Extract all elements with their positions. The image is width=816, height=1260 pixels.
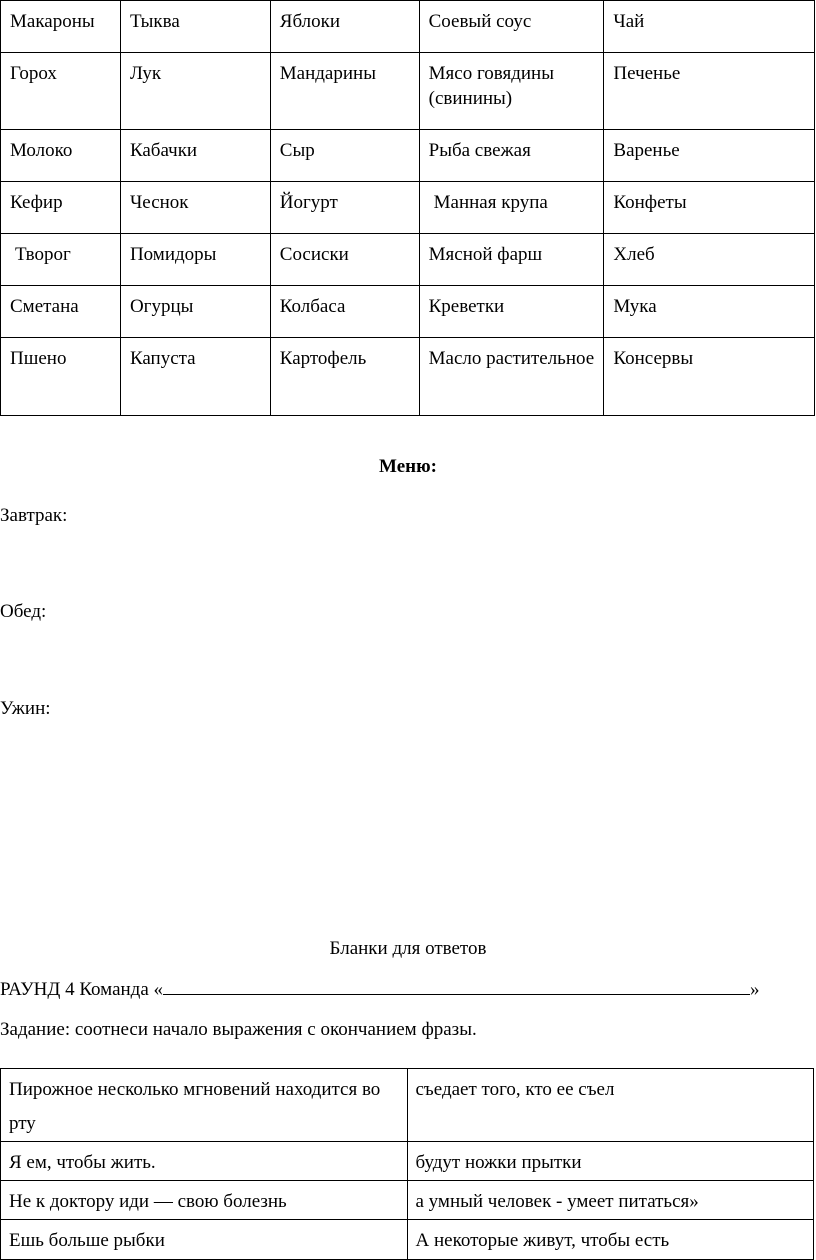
table-cell: Пшено xyxy=(1,338,121,416)
table-cell: Макароны xyxy=(1,1,121,53)
task-text: Задание: соотнеси начало выражения с окончанием фразы. xyxy=(0,1019,477,1040)
round-suffix: » xyxy=(750,979,760,1000)
table-row xyxy=(1,182,815,234)
table-cell: Чеснок xyxy=(120,182,270,234)
table-cell: Сметана xyxy=(1,286,121,338)
table-cell: Кефир xyxy=(1,182,121,234)
table-cell: Чай xyxy=(604,1,815,53)
table-cell: Помидоры xyxy=(120,234,270,286)
table-cell: Тыква xyxy=(120,1,270,53)
table-cell: Кабачки xyxy=(120,130,270,182)
table-cell: Колбаса xyxy=(270,286,419,338)
phrase-end: а умный человек - умеет питаться» xyxy=(407,1181,814,1220)
phrase-start: Я ем, чтобы жить. xyxy=(1,1142,408,1181)
table-cell: Масло растительное xyxy=(419,338,604,416)
table-cell: Мука xyxy=(604,286,815,338)
table-row xyxy=(1,338,815,416)
table-cell: Мясной фарш xyxy=(419,234,604,286)
table-cell: Йогурт xyxy=(270,182,419,234)
phrase-start: Ешь больше рыбки xyxy=(1,1220,408,1260)
table-cell: Консервы xyxy=(604,338,815,416)
table-cell: Мясо говядины (свинины) xyxy=(419,53,604,130)
table-row xyxy=(1,234,815,286)
menu-title: Меню: xyxy=(379,456,437,477)
table-cell: Огурцы xyxy=(120,286,270,338)
table-cell: Яблоки xyxy=(270,1,419,53)
table-cell: Рыба свежая xyxy=(419,130,604,182)
table-cell: Мандарины xyxy=(270,53,419,130)
table-cell: Манная крупа xyxy=(419,182,604,234)
table-row xyxy=(1,1181,814,1220)
phrase-end: А некоторые живут, чтобы есть xyxy=(407,1220,814,1260)
table-cell: Капуста xyxy=(120,338,270,416)
phrase-start: Пирожное несколько мгновений находится во рту xyxy=(1,1069,408,1142)
table-row xyxy=(1,130,815,182)
team-name-blank[interactable] xyxy=(163,974,750,995)
table-cell: Лук xyxy=(120,53,270,130)
products-table xyxy=(0,0,815,416)
table-row xyxy=(1,1220,814,1260)
dinner-label: Ужин: xyxy=(0,698,51,719)
phrase-start: Не к доктору иди — свою болезнь xyxy=(1,1181,408,1220)
round-line xyxy=(0,974,760,1001)
table-cell: Сыр xyxy=(270,130,419,182)
table-row xyxy=(1,53,815,130)
table-cell: Креветки xyxy=(419,286,604,338)
table-cell: Молоко xyxy=(1,130,121,182)
round-prefix: РАУНД 4 Команда « xyxy=(0,979,164,1000)
breakfast-label: Завтрак: xyxy=(0,505,68,526)
table-row xyxy=(1,286,815,338)
table-cell: Творог xyxy=(1,234,121,286)
phrase-end: съедает того, кто ее съел xyxy=(407,1069,814,1142)
lunch-label: Обед: xyxy=(0,601,47,622)
table-row xyxy=(1,1142,814,1181)
table-cell: Печенье xyxy=(604,53,815,130)
table-cell: Хлеб xyxy=(604,234,815,286)
table-row xyxy=(1,1069,814,1142)
table-cell: Конфеты xyxy=(604,182,815,234)
table-cell: Варенье xyxy=(604,130,815,182)
table-cell: Горох xyxy=(1,53,121,130)
table-cell: Соевый соус xyxy=(419,1,604,53)
table-cell: Сосиски xyxy=(270,234,419,286)
phrase-end: будут ножки прытки xyxy=(407,1142,814,1181)
matching-table xyxy=(0,1068,814,1260)
table-row xyxy=(1,1,815,53)
table-cell: Картофель xyxy=(270,338,419,416)
answers-title: Бланки для ответов xyxy=(329,938,487,959)
